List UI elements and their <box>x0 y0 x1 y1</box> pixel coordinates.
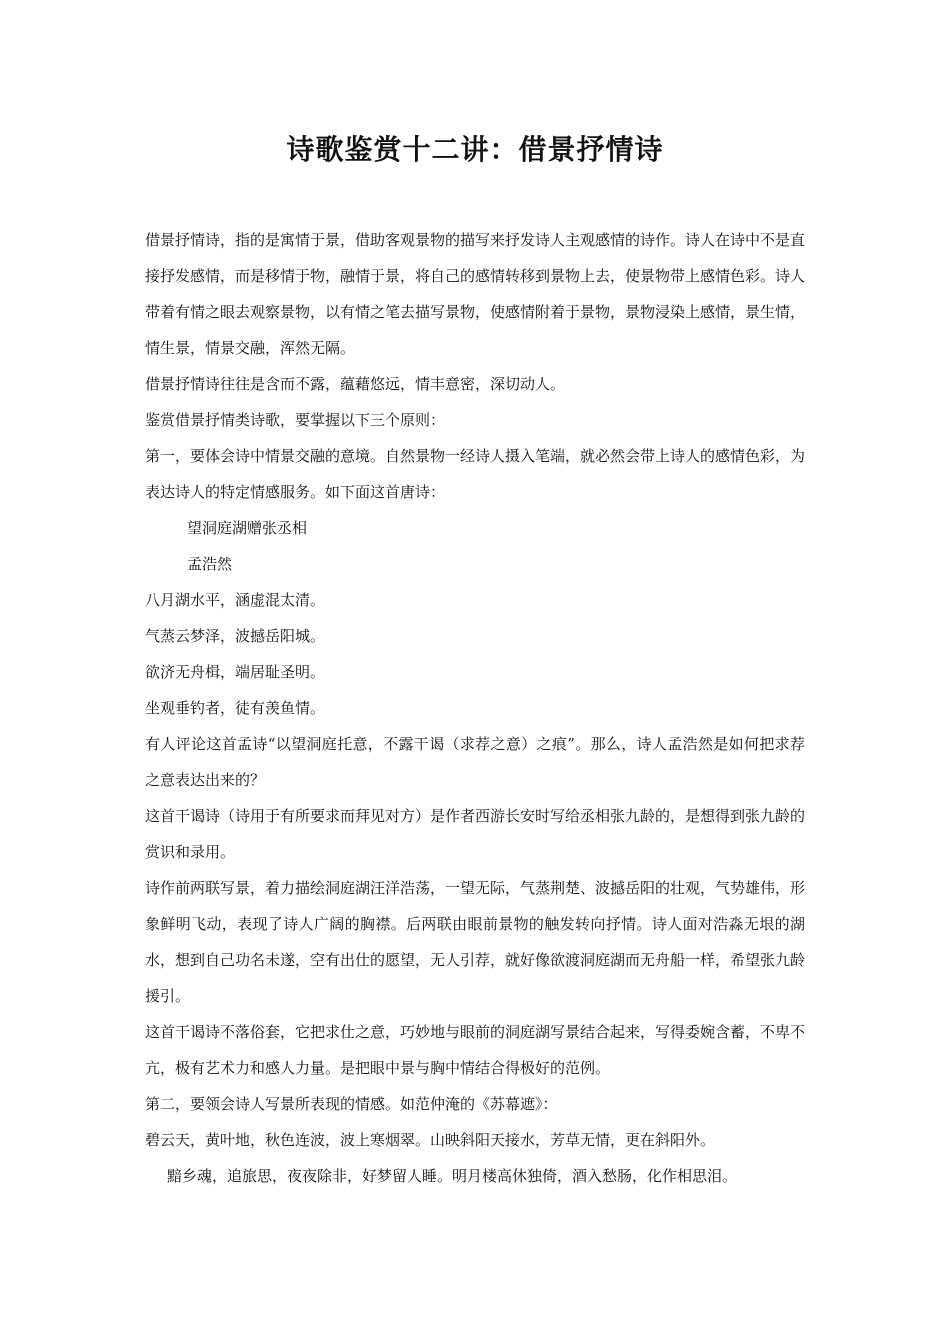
ci-stanza-two: 黯乡魂，追旅思，夜夜除非，好梦留人睡。明月楼高休独倚，酒入愁肠，化作相思泪。 <box>167 1167 738 1185</box>
poem-line: 坐观垂钓者，徒有羡鱼情。 <box>145 699 326 717</box>
paragraph-summary: 这首干谒诗不落俗套，它把求仕之意，巧妙地与眼前的洞庭湖写景结合起来，写得委婉含蓄，不卑不亢，极有艺术力和感人力量。是把眼中景与胸中情结合得极好的范例。 <box>145 1023 806 1077</box>
paragraph-background: 这首干谒诗（诗用于有所要求而拜见对方）是作者西游长安时写给丞相张九龄的，是想得到张九龄的赏识和录用。 <box>145 807 806 861</box>
ci-stanza-one: 碧云天，黄叶地，秋色连波，波上寒烟翠。山映斜阳天接水，芳草无情，更在斜阳外。 <box>145 1131 716 1149</box>
paragraph-principles-intro: 鉴赏借景抒情类诗歌，要掌握以下三个原则： <box>145 411 446 429</box>
poem-line: 气蒸云梦泽，波撼岳阳城。 <box>145 627 326 645</box>
paragraph-comment: 有人评论这首孟诗“以望洞庭托意，不露干谒（求荐之意）之痕”。那么，诗人孟浩然是如何把求荐之意表达出来的？ <box>145 735 805 789</box>
paragraph-principle-one: 第一，要体会诗中情景交融的意境。自然景物一经诗人摄入笔端，就必然会带上诗人的感情色彩，为表达诗人的特定情感服务。如下面这首唐诗： <box>145 447 806 501</box>
paragraph-definition: 借景抒情诗，指的是寓情于景，借助客观景物的描写来抒发诗人主观感情的诗作。诗人在诗中不是直接抒发感情，而是移情于物，融情于景，将自己的感情转移到景物上去，使景物带上感情色彩。诗人带着有情之眼去观察景物，以有情之笔去描写景物，使感情附着于景物，景物浸染上感情，景生情，情生景，情景交融，浑然无隔。 <box>145 231 806 357</box>
paragraph-feature: 借景抒情诗往往是含而不露，蕴藉悠远，情丰意密，深切动人。 <box>145 375 566 393</box>
poem-title: 望洞庭湖赠张丞相 <box>187 519 308 537</box>
poem-line: 欲济无舟楫，端居耻圣明。 <box>145 663 326 681</box>
poem-line: 八月湖水平，涵虚混太清。 <box>145 591 326 609</box>
paragraph-analysis: 诗作前两联写景，着力描绘洞庭湖汪洋浩荡，一望无际，气蒸荆楚、波撼岳阳的壮观，气势雄伟，形象鲜明飞动，表现了诗人广阔的胸襟。后两联由眼前景物的触发转向抒情。诗人面对浩淼无垠的湖水，想到自己功名未遂，空有出仕的愿望，无人引荐，就好像欲渡洞庭湖而无舟船一样，希望张九龄援引。 <box>145 879 806 1005</box>
page-title: 诗歌鉴赏十二讲：借景抒情诗 <box>286 133 664 166</box>
paragraph-principle-two: 第二，要领会诗人写景所表现的情感。如范仲淹的《苏幕遮》： <box>145 1095 558 1113</box>
poem-author: 孟浩然 <box>187 555 233 573</box>
article-body <box>145 222 805 1194</box>
